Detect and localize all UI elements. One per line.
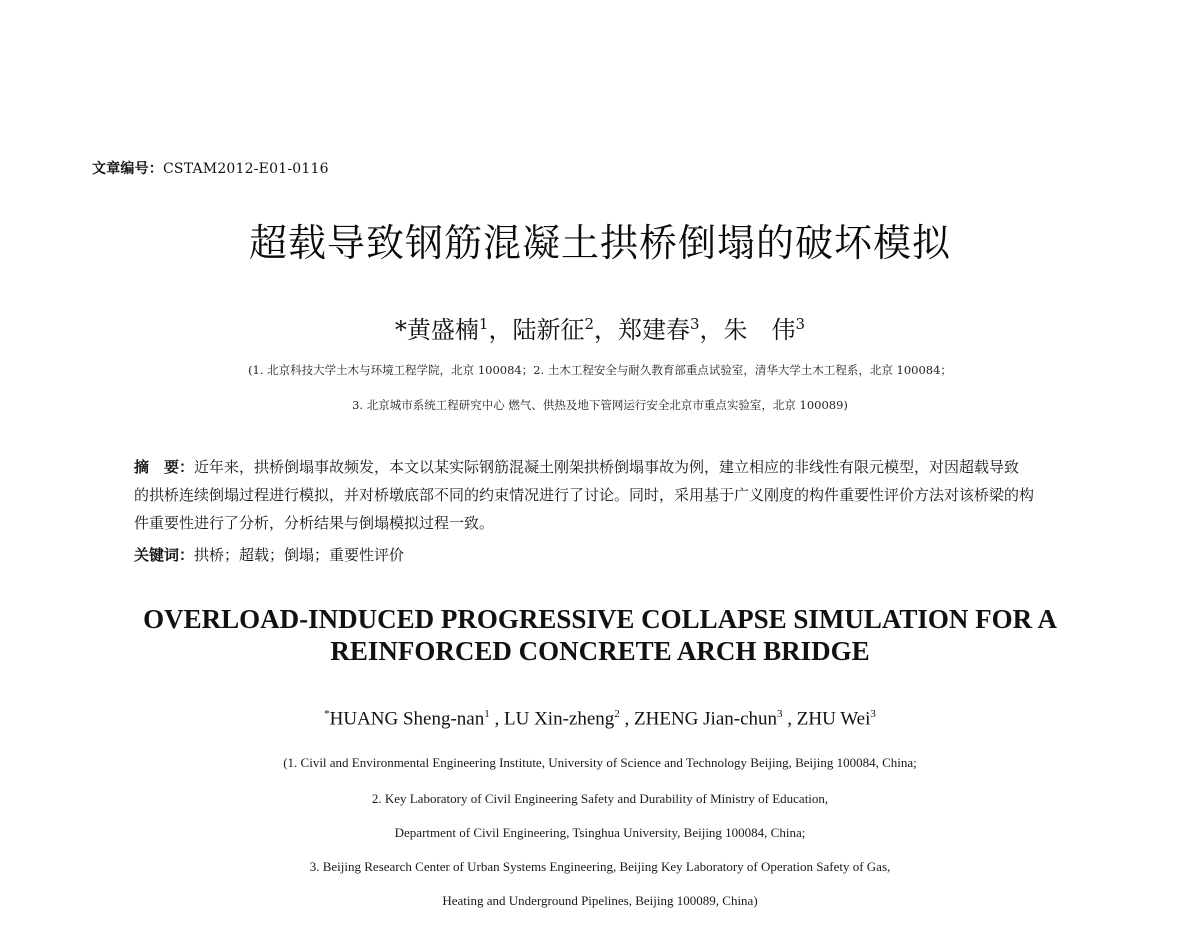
author-separator: ,	[489, 708, 504, 730]
abstract-text: 近年来，拱桥倒塌事故频发，本文以某实际钢筋混凝土刚架拱桥倒塌事故为例，建立相应的非线性有限元模型，对因超载导致的拱桥连续倒塌过程进行模拟，并对桥墩底部不同的约束情况进行了讨论。同时，采用基于广义刚度的构件重要性评价方法对该桥梁的构件重要性进行了分析，分析结果与倒塌模拟过程一致。	[134, 458, 1035, 532]
chinese-author-name: 陆新征	[512, 316, 585, 344]
author-affiliation-number: 3	[777, 708, 783, 720]
article-number-label: 文章编号：	[92, 161, 163, 177]
english-title-line: REINFORCED CONCRETE ARCH BRIDGE	[330, 636, 870, 666]
english-author-name: HUANG Sheng-nan	[329, 708, 485, 730]
keywords-label: 关键词：	[134, 546, 195, 564]
english-authors	[0, 708, 1200, 730]
english-affiliation-line: (1. Civil and Environmental Engineering Institute, University of Science and Technology Beijing, Beijing 100084, China;	[283, 755, 917, 770]
chinese-author-name: 黄盛楠	[406, 316, 479, 344]
english-affiliation-line: 3. Beijing Research Center of Urban Systems Engineering, Beijing Key Laboratory of Operation Safety of Gas,	[309, 859, 891, 874]
keywords-text: 拱桥；超载；倒塌；重要性评价	[194, 546, 405, 564]
english-title	[0, 603, 1200, 667]
english-affiliation-line: Heating and Underground Pipelines, Beijing 100089, China)	[442, 893, 758, 908]
article-number-value: CSTAM2012-E01-0116	[163, 161, 329, 177]
author-affiliation-number: 3	[690, 315, 700, 333]
author-separator: ,	[782, 708, 797, 730]
article-number	[92, 158, 329, 178]
author-affiliation-number: 1	[478, 315, 489, 333]
author-affiliation-number: 1	[484, 708, 490, 720]
chinese-affiliation-line: 3. 北京城市系统工程研究中心 燃气、供热及地下管网运行安全北京市重点实验室，北京 100089)	[352, 398, 848, 412]
chinese-author-name: 郑建春	[618, 316, 690, 344]
author-affiliation-number: 2	[614, 708, 620, 720]
author-marker: *	[324, 708, 330, 720]
english-author-name: LU Xin-zheng	[504, 708, 615, 730]
author-separator: ,	[619, 708, 635, 730]
chinese-author-name: 朱 伟	[723, 316, 796, 344]
author-marker: *	[394, 316, 407, 344]
author-separator: ，	[488, 316, 513, 344]
english-affiliation-line: 2. Key Laboratory of Civil Engineering Safety and Durability of Ministry of Education,	[371, 791, 829, 806]
author-affiliation-number: 2	[584, 315, 594, 333]
abstract-label: 摘 要：	[134, 458, 195, 476]
abstract	[134, 453, 1034, 537]
keywords	[134, 544, 1034, 565]
author-affiliation-number: 3	[870, 708, 876, 720]
chinese-title: 超载导致钢筋混凝土拱桥倒塌的破坏模拟	[248, 221, 951, 265]
chinese-affiliation-line: (1. 北京科技大学土木与环境工程学院，北京 100084；2. 土木工程安全与耐久教育部重点试验室，清华大学土木工程系，北京 100084；	[248, 363, 952, 377]
english-author-name: ZHENG Jian-chun	[634, 708, 778, 730]
author-affiliation-number: 3	[795, 315, 806, 333]
chinese-authors	[0, 310, 1200, 345]
english-author-name: ZHU Wei	[796, 708, 871, 730]
author-separator: ，	[699, 316, 724, 344]
english-title-line: OVERLOAD-INDUCED PROGRESSIVE COLLAPSE SIMULATION FOR A	[143, 604, 1057, 634]
english-affiliation-line: Department of Civil Engineering, Tsinghua University, Beijing 100084, China;	[394, 825, 806, 840]
author-separator: ，	[594, 316, 618, 344]
